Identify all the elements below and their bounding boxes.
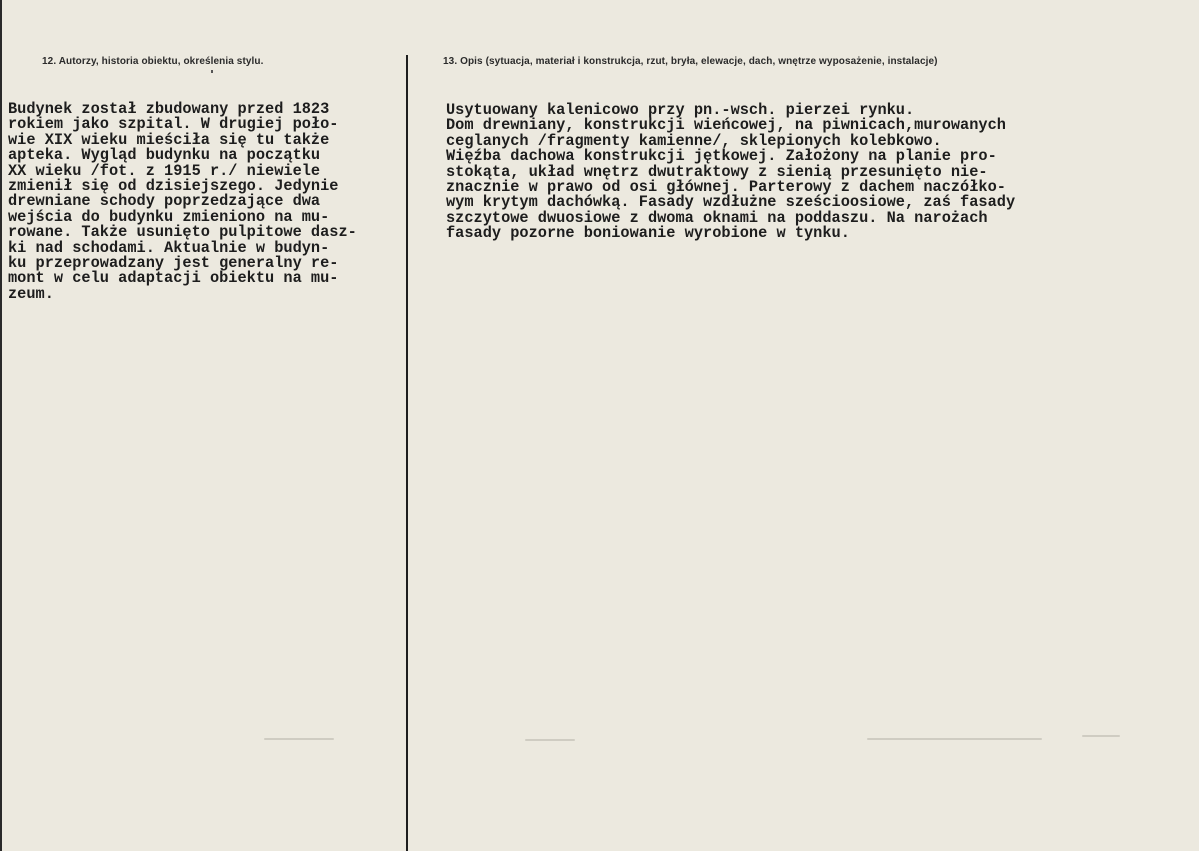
section-12-header: 12. Autorzy, historia obiektu, określenia stylu. [42,56,264,67]
history-text-line: ki nad schodami. Aktualnie w budyn- [8,238,330,257]
history-text-line: Budynek został zbudowany przed 1823 [8,100,330,118]
history-text-line: mont w celu adaptacji obiektu na mu- [8,269,339,288]
history-text-line: zeum. [8,284,54,303]
description-text-line: szczytowe dwuosiowe z dwoma oknami na poddaszu. Na narożach [446,208,988,227]
description-text-line: stokąta, układ wnętrz dwutraktowy z sienią przesunięto nie- [446,162,988,181]
history-text-line: rowane. Także usunięto pulpitowe dasz- [8,223,357,242]
description-text-line: Dom drewniany, konstrukcji wieńcowej, na piwnicach,murowanych [446,116,1006,135]
bleed-through-mark [1082,735,1120,737]
column-divider [406,55,408,851]
description-text-line: znacznie w prawo od osi głównej. Parterowy z dachem naczółko- [446,178,1006,197]
history-text-line: apteka. Wygląd budynku na początku [8,146,321,165]
history-text-line: wie XIX wieku mieściła się tu także [8,130,330,149]
history-text-line: XX wieku /fot. z 1915 r./ niewiele [8,161,321,180]
history-text-line: drewniane schody poprzedzające dwa [8,192,321,211]
history-text [8,102,357,302]
history-text-line: ku przeprowadzany jest generalny re- [8,254,339,273]
ink-speck [211,70,213,73]
history-text-line: wejścia do budynku zmieniono na mu- [8,207,330,226]
bleed-through-mark [264,738,334,740]
description-text-line: Usytuowany kalenicowo przy pn.-wsch. pierzei rynku. [446,101,915,119]
description-text-line: ceglanych /fragmenty kamienne/, sklepionych kolebkowo. [446,131,942,150]
bleed-through-mark [525,739,575,741]
history-text-line: rokiem jako szpital. W drugiej poło- [8,115,339,134]
description-text [446,103,1015,242]
description-text-line: fasady pozorne boniowanie wyrobione w tynku. [446,224,850,243]
description-text-line: wym krytym dachówką. Fasady wzdłużne sześcioosiowe, zaś fasady [446,193,1016,212]
description-text-line: Więźba dachowa konstrukcji jętkowej. Założony na planie pro- [446,147,997,166]
section-13-header: 13. Opis (sytuacja, materiał i konstrukcja, rzut, bryła, elewacje, dach, wnętrze wyposażenie, instalacje) [443,56,938,67]
bleed-through-mark [867,738,1042,740]
history-text-line: zmienił się od dzisiejszego. Jedynie [8,177,339,196]
